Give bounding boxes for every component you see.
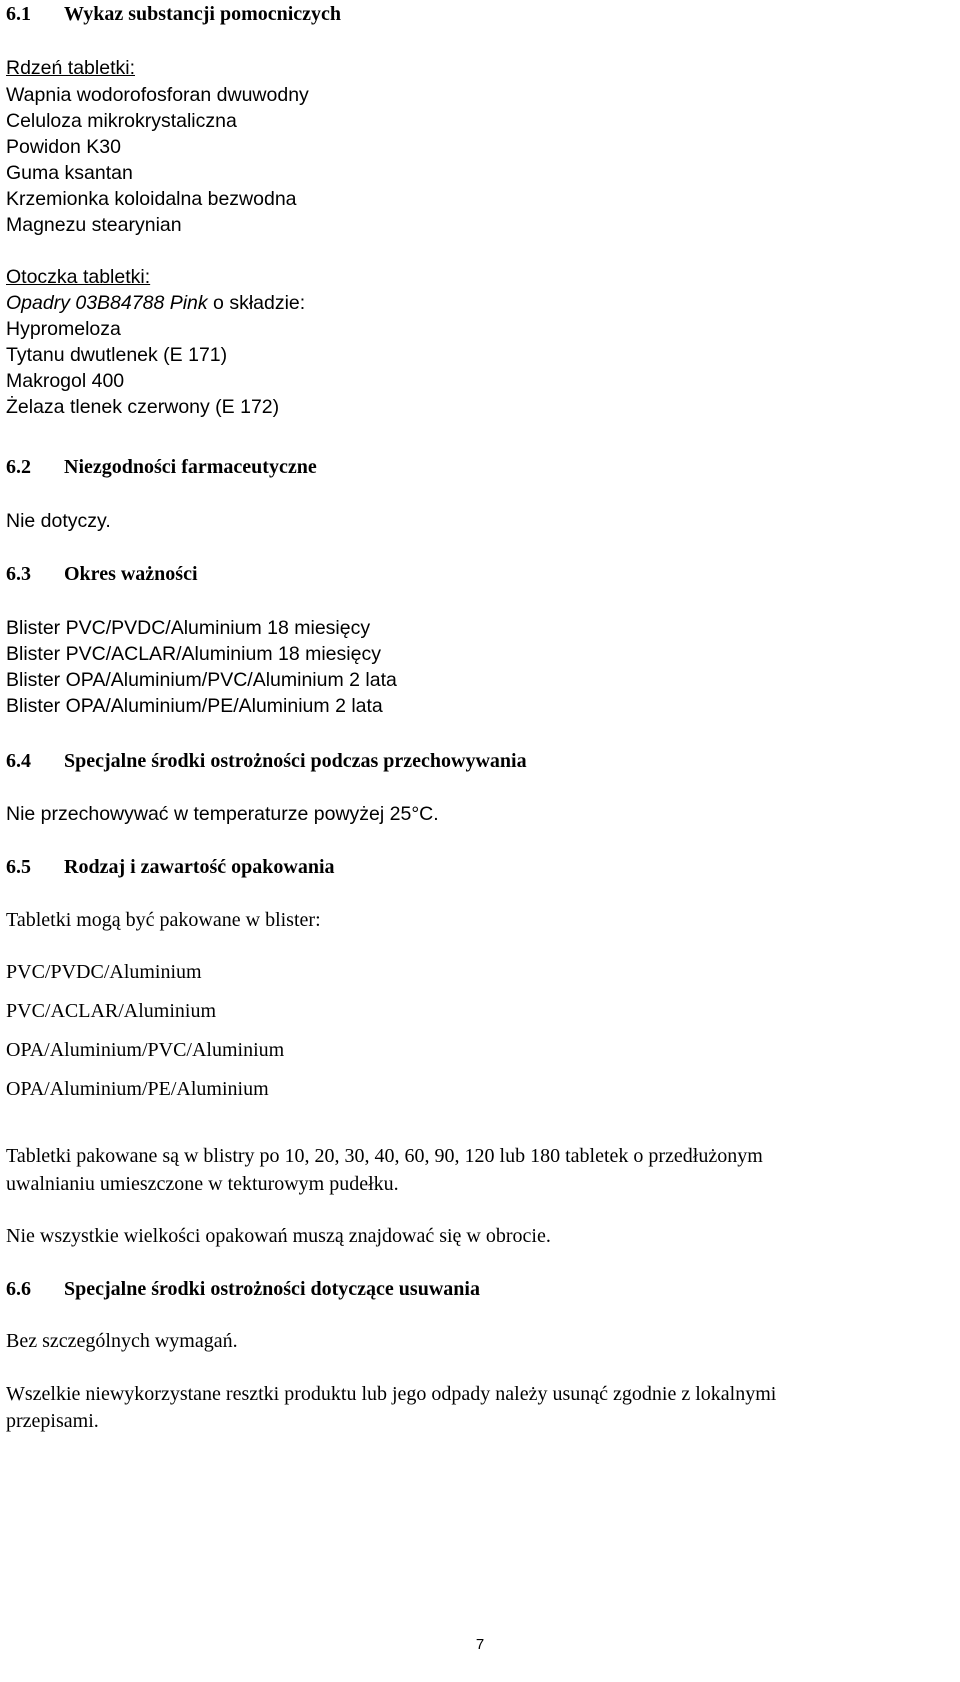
section-6-4-text: Nie przechowywać w temperaturze powyżej 25°C. (6, 803, 439, 825)
core-item: Guma ksantan (6, 162, 133, 184)
shelf-life-item: Blister OPA/Aluminium/PE/Aluminium 2 lata (6, 695, 383, 717)
section-6-6-heading (6, 1277, 480, 1301)
shelf-life-item: Blister OPA/Aluminium/PVC/Aluminium 2 lata (6, 669, 397, 691)
core-item: Krzemionka koloidalna bezwodna (6, 188, 297, 210)
section-6-5-note: Nie wszystkie wielkości opakowań muszą znajdować się w obrocie. (6, 1225, 551, 1247)
section-number: 6.3 (6, 563, 31, 585)
section-6-5-heading (6, 855, 335, 879)
section-6-4-heading (6, 749, 527, 773)
section-6-6-text: Bez szczególnych wymagań. (6, 1330, 238, 1352)
section-number: 6.6 (6, 1278, 31, 1300)
coating-item: Hypromeloza (6, 318, 121, 340)
package-item: PVC/ACLAR/Aluminium (6, 1000, 217, 1022)
section-6-2-heading (6, 455, 317, 479)
package-item: OPA/Aluminium/PE/Aluminium (6, 1078, 269, 1100)
section-6-1-heading (6, 2, 341, 26)
section-title: Okres ważności (64, 563, 198, 585)
section-number: 6.5 (6, 856, 31, 878)
coating-label: Otoczka tabletki: (6, 266, 151, 288)
core-item: Celuloza mikrokrystaliczna (6, 110, 237, 132)
disposal-line-1: Wszelkie niewykorzystane resztki produktu lub jego odpady należy usunąć zgodnie z lokalnymi (6, 1383, 777, 1405)
section-title: Rodzaj i zawartość opakowania (64, 856, 335, 878)
package-item: OPA/Aluminium/PVC/Aluminium (6, 1039, 285, 1061)
section-title: Specjalne środki ostrożności dotyczące usuwania (64, 1278, 480, 1300)
page-number: 7 (475, 1636, 485, 1653)
shelf-life-item: Blister PVC/PVDC/Aluminium 18 miesięcy (6, 617, 371, 639)
opadry-rest: o składzie: (207, 292, 306, 314)
section-number: 6.2 (6, 456, 31, 478)
section-number: 6.1 (6, 3, 31, 25)
shelf-life-item: Blister PVC/ACLAR/Aluminium 18 miesięcy (6, 643, 381, 665)
section-6-5-intro: Tabletki mogą być pakowane w blister: (6, 909, 321, 931)
core-item: Powidon K30 (6, 136, 121, 158)
section-title: Specjalne środki ostrożności podczas przechowywania (64, 750, 527, 772)
section-6-3-heading (6, 562, 198, 586)
coating-item: Tytanu dwutlenek (E 171) (6, 344, 228, 366)
section-title: Niezgodności farmaceutyczne (64, 456, 317, 478)
section-number: 6.4 (6, 750, 31, 772)
coating-opadry-line (6, 291, 305, 315)
package-item: PVC/PVDC/Aluminium (6, 961, 202, 983)
pack-sizes-line-2: uwalnianiu umieszczone w tekturowym pudełku. (6, 1173, 399, 1195)
section-6-2-text: Nie dotyczy. (6, 510, 111, 532)
section-title: Wykaz substancji pomocniczych (64, 3, 342, 25)
core-item: Wapnia wodorofosforan dwuwodny (6, 84, 309, 106)
coating-item: Żelaza tlenek czerwony (E 172) (6, 396, 280, 418)
opadry-name: Opadry 03B84788 Pink (6, 292, 208, 314)
core-item: Magnezu stearynian (6, 214, 182, 236)
core-label: Rdzeń tabletki: (6, 57, 135, 79)
disposal-line-2: przepisami. (6, 1410, 99, 1432)
pack-sizes-line-1: Tabletki pakowane są w blistry po 10, 20, 30, 40, 60, 90, 120 lub 180 tabletek o przedłużonym (6, 1145, 763, 1167)
coating-item: Makrogol 400 (6, 370, 125, 392)
